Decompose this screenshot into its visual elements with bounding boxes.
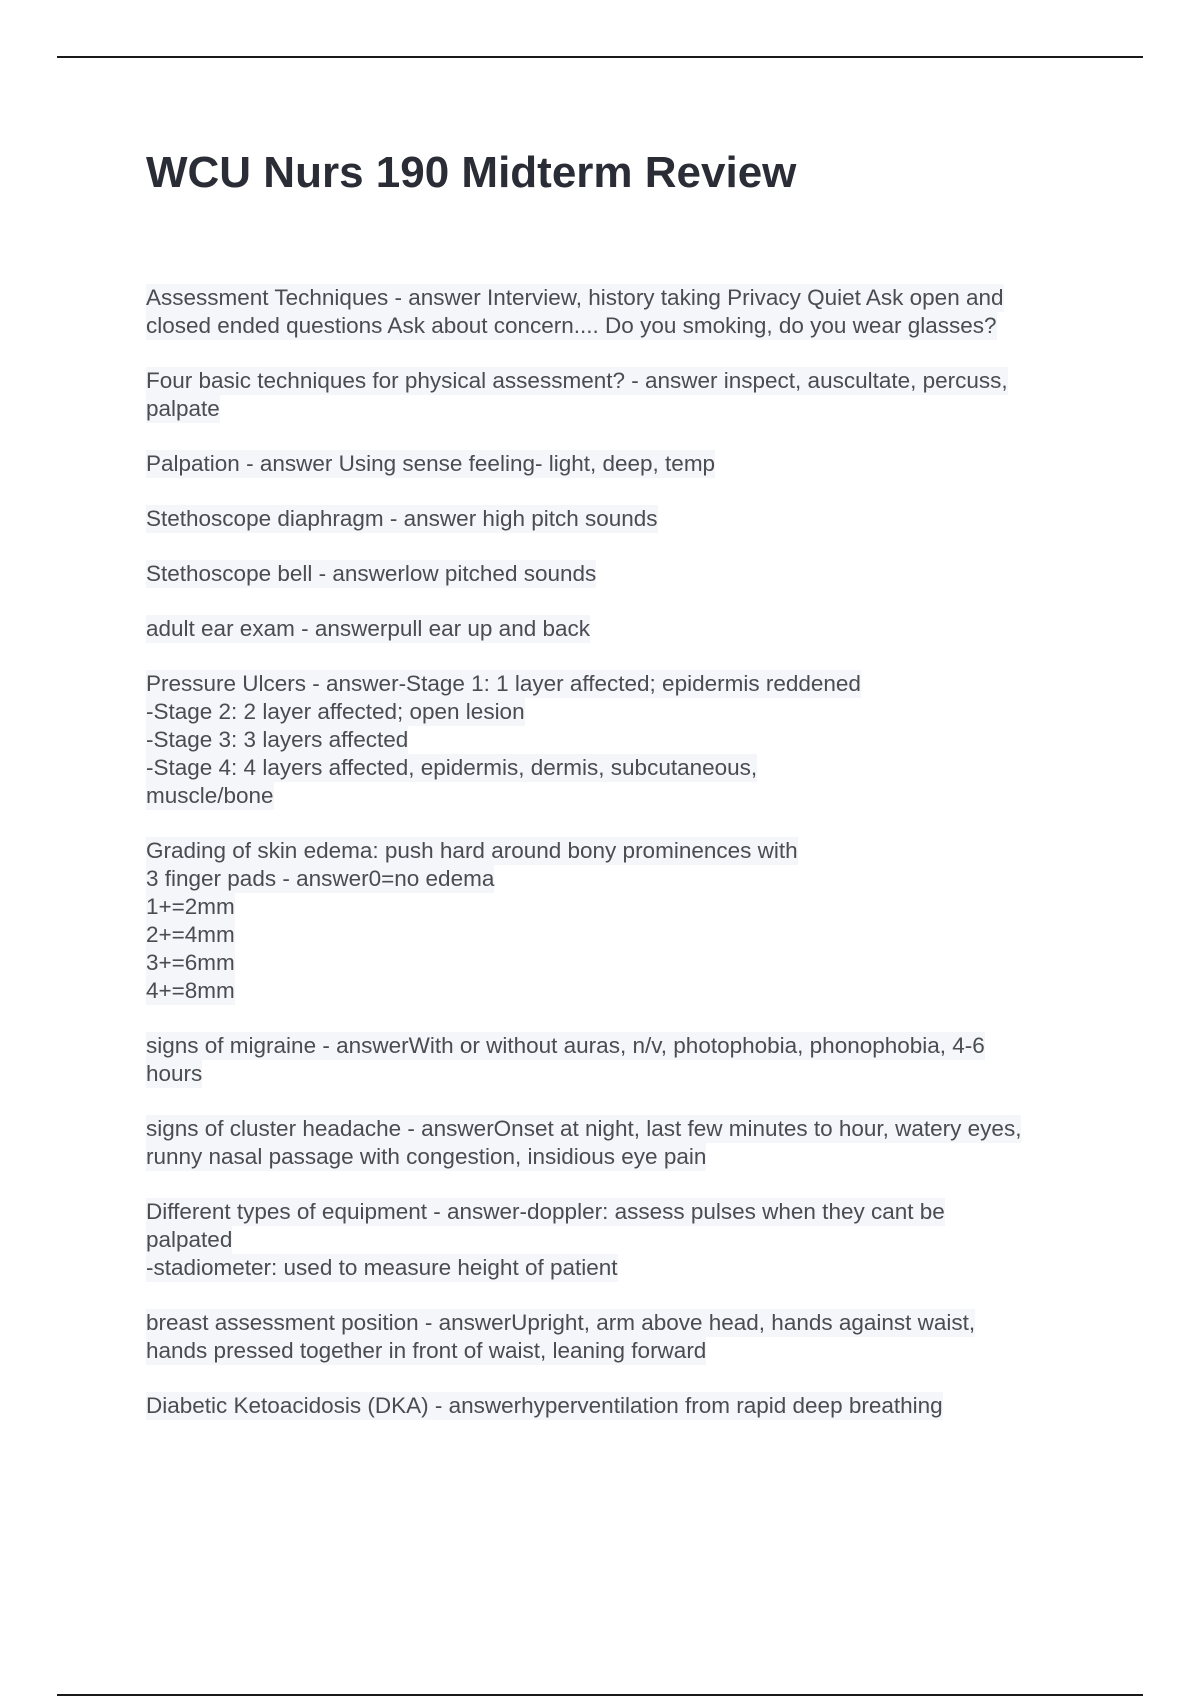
entry-text-line: hands pressed together in front of waist, leaning forward (146, 1338, 707, 1363)
flashcard-entry (146, 670, 1096, 810)
entry-text-line: hours (146, 1061, 203, 1086)
flashcard-entry (146, 837, 1096, 1005)
flashcard-entry (146, 450, 1096, 478)
entry-text-line: 3+=6mm (146, 950, 235, 975)
flashcard-entry (146, 560, 1096, 588)
entry-text-line: -Stage 2: 2 layer affected; open lesion (146, 699, 525, 724)
entry-text-line: Different types of equipment - answer-doppler: assess pulses when they cant be (146, 1199, 945, 1224)
bottom-rule (57, 1694, 1143, 1696)
entry-text-line: Diabetic Ketoacidosis (DKA) - answerhyperventilation from rapid deep breathing (146, 1393, 943, 1418)
entry-text-line: Assessment Techniques - answer Interview, history taking Privacy Quiet Ask open and (146, 285, 1004, 310)
entry-text-line: Pressure Ulcers - answer-Stage 1: 1 layer affected; epidermis reddened (146, 671, 861, 696)
flashcard-entry (146, 1392, 1096, 1420)
flashcard-entry (146, 615, 1096, 643)
entry-text-line: -Stage 4: 4 layers affected, epidermis, dermis, subcutaneous, (146, 755, 758, 780)
flashcard-list (146, 284, 1096, 1447)
entry-text-line: muscle/bone (146, 783, 274, 808)
entry-text-line: Palpation - answer Using sense feeling- light, deep, temp (146, 451, 716, 476)
entry-text-line: Grading of skin edema: push hard around bony prominences with (146, 838, 798, 863)
top-rule (57, 56, 1143, 58)
entry-text-line: closed ended questions Ask about concern.... Do you smoking, do you wear glasses? (146, 313, 997, 338)
entry-text-line: palpate (146, 396, 220, 421)
entry-text-line: Four basic techniques for physical assessment? - answer inspect, auscultate, percuss, (146, 368, 1008, 393)
entry-text-line: -stadiometer: used to measure height of patient (146, 1255, 618, 1280)
entry-text-line: signs of cluster headache - answerOnset at night, last few minutes to hour, watery eyes, (146, 1116, 1022, 1141)
entry-text-line: -Stage 3: 3 layers affected (146, 727, 409, 752)
entry-text-line: breast assessment position - answerUpright, arm above head, hands against waist, (146, 1310, 976, 1335)
entry-text-line: 3 finger pads - answer0=no edema (146, 866, 495, 891)
entry-text-line: 1+=2mm (146, 894, 235, 919)
entry-text-line: palpated (146, 1227, 233, 1252)
page-title: WCU Nurs 190 Midterm Review (146, 148, 797, 197)
flashcard-entry (146, 1115, 1096, 1171)
entry-text-line: signs of migraine - answerWith or without auras, n/v, photophobia, phonophobia, 4-6 (146, 1033, 985, 1058)
entry-text-line: 2+=4mm (146, 922, 235, 947)
entry-text-line: adult ear exam - answerpull ear up and back (146, 616, 591, 641)
entry-text-line: Stethoscope bell - answerlow pitched sounds (146, 561, 597, 586)
flashcard-entry (146, 1032, 1096, 1088)
flashcard-entry (146, 1198, 1096, 1282)
flashcard-entry (146, 284, 1096, 340)
flashcard-entry (146, 505, 1096, 533)
flashcard-entry (146, 367, 1096, 423)
entry-text-line: 4+=8mm (146, 978, 235, 1003)
entry-text-line: Stethoscope diaphragm - answer high pitch sounds (146, 506, 658, 531)
flashcard-entry (146, 1309, 1096, 1365)
entry-text-line: runny nasal passage with congestion, insidious eye pain (146, 1144, 707, 1169)
